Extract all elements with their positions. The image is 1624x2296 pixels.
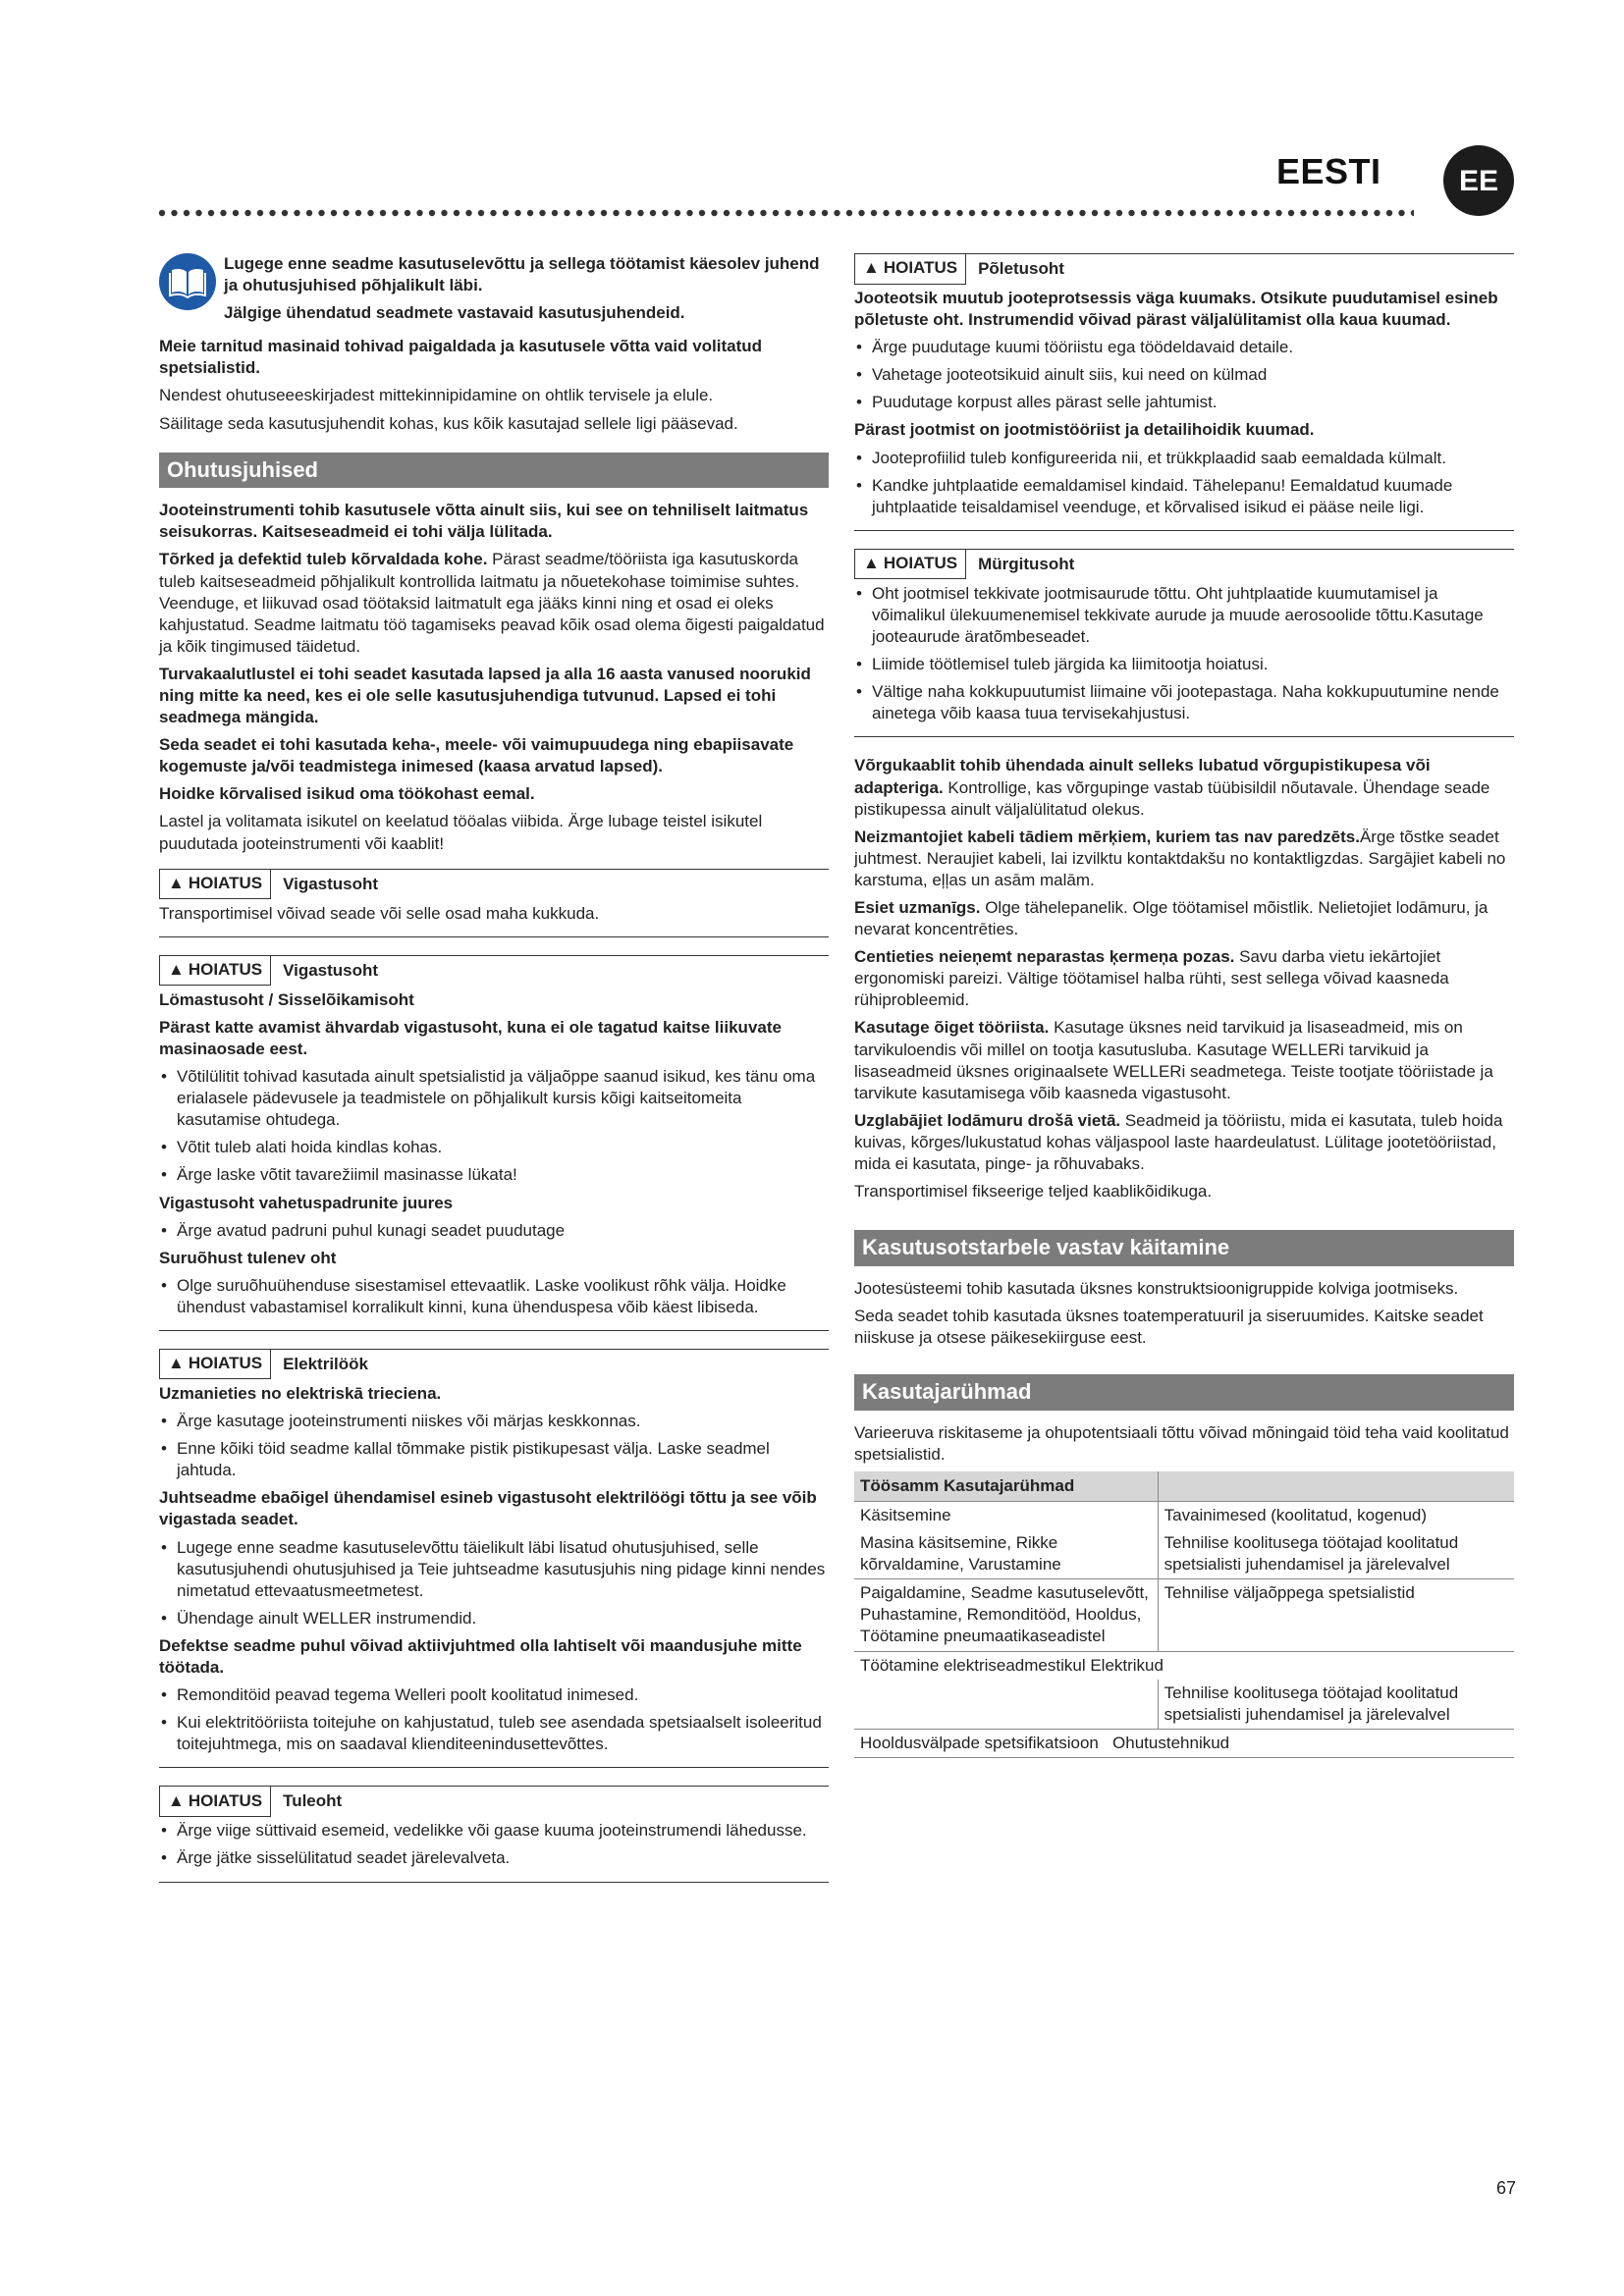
cable-use-paragraph [854, 827, 1514, 891]
list-item: • Ärge jätke sisselülitatud seadet järelevalveta. [159, 1847, 829, 1869]
warning-bold-text: Jooteotsik muutub jooteprotsessis väga kuumaks. Otsikute puudutamisel esineb põletuste oht. Instrumendid võivad pärast väljalülitamist olla kaua kuumad. [854, 289, 1498, 330]
table-cell: Masina käsitsemine, Rikke kõrvaldamine, Varustamine [854, 1529, 1158, 1579]
safety-p5: Hoidke kõrvalised isikud oma töökohast eemal. [159, 784, 535, 804]
left-column [159, 253, 829, 1900]
warning-tag [854, 549, 966, 579]
warning-triangle-icon: ▲ [168, 960, 185, 980]
table-row [854, 1729, 1514, 1757]
warning-injury-1 [159, 869, 829, 937]
list-item: • Võtit tuleb alati hoida kindlas kohas. [159, 1137, 829, 1158]
mains-cable-paragraph [854, 755, 1514, 820]
warning-list [159, 1820, 829, 1869]
warning-list [159, 1066, 829, 1186]
warning-triangle-icon: ▲ [863, 554, 880, 573]
list-item: • Vahetage jooteotsikuid ainult siis, kui need on külmad [854, 364, 1514, 386]
posture-paragraph [854, 946, 1514, 1011]
table-row [854, 1501, 1514, 1529]
usage-section-title: Kasutusotstarbele vastav käitamine [854, 1230, 1514, 1266]
warning-tag-label: HOIATUS [883, 258, 958, 278]
table-cell: Tavainimesed (koolitatud, kogenud) [1158, 1501, 1514, 1529]
warning-title: Elektrilöök [283, 1354, 368, 1373]
intro-line-3: Meie tarnitud masinaid tohivad paigaldada ja kasutusele võtta vaid volitatud spetsialistid. [159, 337, 763, 378]
warning-title: Vigastusoht [283, 874, 379, 893]
warning-tag-label: HOIATUS [188, 1790, 263, 1810]
warning-title: Vigastusoht [283, 960, 379, 980]
list-item: • Ärge viige süttivaid esemeid, vedelikke või gaase kuuma jooteinstrumendi lähedusse. [159, 1820, 829, 1842]
table-cell: Tehnilise koolitusega töötajad koolitatud spetsialisti juhendamisel ja järelevalvel [1164, 1682, 1459, 1724]
table-header-empty [1158, 1471, 1514, 1502]
warning-subheading: Suruõhust tulenev oht [159, 1248, 337, 1267]
safety-p4: Seda seadet ei tohi kasutada keha-, meele- või vaimupuudega ning ebapiisavate kogemuste ja/või teadmistega inimesed (kaasa arvatud lapsed). [159, 735, 794, 776]
dotted-divider [157, 206, 1414, 220]
page-header-title: EESTI [1276, 151, 1381, 191]
attention-paragraph [854, 897, 1514, 940]
warning-burn [854, 253, 1514, 531]
usage-p1: Jootesüsteemi tohib kasutada üksnes konstruktsioonigruppide kolviga jootmiseks. [854, 1278, 1459, 1298]
warning-triangle-icon: ▲ [168, 874, 185, 893]
list-item: • Vältige naha kokkupuutumist liimaine või jootepastaga. Naha kokkupuutumine nende ainetega võib kaasa tuua tervisekahjustusi. [854, 681, 1514, 724]
warning-subheading: Lömastusoht / Sisselõikamisoht [159, 989, 414, 1009]
user-groups-intro: Varieeruva riskitaseme ja ohupotentsiaali tõttu võivad mõningaid töid teha vaid koolitatud spetsialistid. [854, 1422, 1509, 1464]
list-item: • Kui elektritööriista toitejuhe on kahjustatud, tuleb see asendada spetsiaalselt isoleeritud toitejuhtmega, mis on saadaval klienditeenindusettevõttes. [159, 1712, 829, 1755]
warning-tag [159, 1787, 271, 1817]
warning-tag [159, 955, 271, 986]
warning-subheading: Uzmanieties no elektriskā trieciena. [159, 1383, 442, 1403]
list-item: • Ärge avatud padruni puhul kunagi seadet puudutage [159, 1220, 829, 1242]
safety-p3: Turvakaalutlustel ei tohi seadet kasutada lapsed ja alla 16 aasta vanused noorukid ning mitte ka need, kes ei ole selle kasutusjuhendiga tutvunud. Lapsed ei tohi seadmega mängida. [159, 664, 811, 727]
warning-bold-text: Pärast jootmist on jootmistööriist ja detailihoidik kuumad. [854, 420, 1315, 440]
warning-list [159, 1537, 829, 1629]
warning-tag [159, 869, 271, 899]
table-cell: Tehnilise väljaõppega spetsialistid [1158, 1579, 1514, 1651]
warning-subheading: Vigastusoht vahetuspadrunite juures [159, 1193, 454, 1212]
warning-list [159, 1684, 829, 1755]
list-item: • Remonditöid peavad tegema Welleri poolt koolitatud inimesed. [159, 1684, 829, 1706]
warning-tag-label: HOIATUS [883, 554, 958, 573]
right-tool-paragraph [854, 1017, 1514, 1103]
warning-list [159, 1411, 829, 1481]
warning-list [159, 1220, 829, 1242]
warning-list [854, 448, 1514, 518]
warning-tag-label: HOIATUS [188, 960, 263, 980]
warning-poisoning [854, 549, 1514, 738]
paragraph-rest: Savu darba vietu iekārtojiet ergonomiski pareizi. Vältige töötamisel halba rühti, sest sellega võivad kaasneda rühiprobleemid. [854, 947, 1449, 1010]
warning-tag [159, 1349, 271, 1379]
list-item: • Ärge kasutage jooteinstrumenti niiskes või märjas keskkonnas. [159, 1411, 829, 1432]
table-cell: Tehnilise koolitusega töötajad koolitatud spetsialisti juhendamisel ja järelevalvel [1164, 1533, 1459, 1575]
list-item: • Puudutage korpust alles pärast selle jahtumist. [854, 392, 1514, 413]
paragraph-bold: Uzglabājiet lodāmuru drošā vietā. [854, 1110, 1121, 1130]
table-row [854, 1651, 1514, 1680]
warning-tag [854, 254, 966, 285]
warning-list [854, 583, 1514, 725]
warning-list [159, 1275, 829, 1318]
table-row [854, 1680, 1514, 1730]
list-item: • Liimide töötlemisel tuleb järgida ka liimitootja hoiatusi. [854, 654, 1514, 675]
intro-line-2: Jälgige ühendatud seadmete vastavaid kasutusjuhendeid. [224, 303, 685, 323]
user-groups-section-title: Kasutajarühmad [854, 1374, 1514, 1411]
language-badge: EE [1443, 145, 1514, 216]
table-cell: Käsitsemine [854, 1501, 1158, 1529]
warning-electric-shock [159, 1349, 829, 1768]
paragraph-rest: Kontrollige, kas võrgupinge vastab tüübisildil nõutavale. Ühendage seade pistikupessa ainult väljalülitatud olekus. [854, 777, 1490, 819]
intro-block [159, 253, 829, 330]
warning-bold-text: Defektse seadme puhul võivad aktiivjuhtmed olla lahtiselt või maandusjuhe mitte töötada. [159, 1635, 802, 1677]
warning-injury-2 [159, 955, 829, 1331]
list-item: • Enne kõiki töid seadme kallal tõmmake pistik pistikupesast välja. Laske seadmel jahtuda. [159, 1438, 829, 1481]
safety-p1: Jooteinstrumenti tohib kasutusele võtta ainult siis, kui see on tehniliselt laitmatus seisukorras. Kaitseseadmeid ei tohi välja lülitada. [159, 501, 809, 542]
paragraph-rest: Kasutage üksnes neid tarvikuid ja lisaseadmeid, mis on tarvikuloendis või millel on tootja kasutusluba. Kasutage WELLERi tarvikuid ja lisaseadmeid üksnes originaalsete WELLERi seadmetega. Teiste tootjate tööriistade ja tarvikute kasutamisega võib kaasneda vigastusoht. [854, 1018, 1493, 1102]
warning-bold-text: Juhtseadme ebaõigel ühendamisel esineb vigastusoht elektrilöögi tõttu ja see võib vigastada seadet. [159, 1488, 817, 1529]
paragraph-rest: Olge tähelepanelik. Olge töötamisel mõistlik. Nelietojiet lodāmuru, ja nevarat koncentrēties. [854, 897, 1489, 939]
table-row [854, 1529, 1514, 1579]
table-cell: Paigaldamine, Seadme kasutuselevõtt, Puhastamine, Remonditööd, Hooldus, Töötamine pneumaatikaseadistel [854, 1579, 1158, 1651]
paragraph-rest: Seadmeid ja tööriistu, mida ei kasutata, tuleb hoida kuivas, kõrges/lukustatud kohas väljaspool laste haardeulatust. Lülitage jootetööriistad, mida ei kasutata, pinge- ja rõhuvabaks. [854, 1110, 1503, 1173]
table-cell-empty [854, 1680, 1158, 1730]
intro-line-5: Säilitage seda kasutusjuhendit kohas, kus kõik kasutajad sellele ligi pääsevad. [159, 413, 738, 433]
storage-paragraph [854, 1110, 1514, 1175]
transport-paragraph: Transportimisel fikseerige teljed kaablikõidikuga. [854, 1182, 1213, 1201]
safety-p2-bold: Tõrked ja defektid tuleb kõrvaldada kohe. [159, 550, 488, 569]
warning-title: Mürgitusoht [978, 554, 1075, 573]
safety-p6: Lastel ja volitamata isikutel on keelatud tööalas viibida. Ärge lubage teistel isikutel puudutada jooteinstrumenti või kaablit! [159, 812, 763, 853]
safety-p2-rest: Pärast seadme/tööriista iga kasutuskorda tuleb kaitseseadmeid põhjalikult kontrollida laitmatu ja nõuetekohase toimimise suhtes. Veenduge, et liikuvad osad töötaksid laitmatult ega jääks kinni ning et osad ei oleks kahjustatud. Seadme laitmatu töö tagamiseks peavad kõik osad olema õigesti paigaldatud ja kõik tingimused täidetud. [159, 550, 825, 656]
table-header: Töösamm Kasutajarühmad [854, 1471, 1158, 1502]
warning-list [854, 337, 1514, 413]
safety-section-title: Ohutusjuhised [159, 453, 829, 489]
list-item: • Jooteprofiilid tuleb konfigureerida nii, et trükkplaadid saab eemaldada külmalt. [854, 448, 1514, 469]
warning-tag-label: HOIATUS [188, 1354, 263, 1373]
warning-triangle-icon: ▲ [863, 258, 880, 278]
table-cell: Hooldusvälpade spetsifikatsioon Ohutustehnikud [854, 1729, 1514, 1757]
warning-triangle-icon: ▲ [168, 1790, 185, 1810]
right-column [854, 253, 1514, 1758]
list-item: • Kandke juhtplaatide eemaldamisel kindaid. Tähelepanu! Eemaldatud kuumade juhtplaatide teisaldamisel veenduge, et kõrvalised isikud ei pääse neile ligi. [854, 475, 1514, 518]
list-item: • Olge suruõhuühenduse sisestamisel ettevaatlik. Laske voolikust rõhk välja. Hoidke ühendust vabastamisel korralikult kinni, kuna ühenduspesa võib käest libiseda. [159, 1275, 829, 1318]
list-item: • Lugege enne seadme kasutuselevõttu täielikult läbi lisatud ohutusjuhised, selle kasutusjuhendi ohutusjuhised ja Teie juhtseadme kasutusjuhis ning pidage kinni nendes nimetatud ettevaatusmeetmetest. [159, 1537, 829, 1602]
list-item: • Ühendage ainult WELLER instrumendid. [159, 1608, 829, 1629]
list-item: • Ärge puudutage kuumi tööriistu ega töödeldavaid detaile. [854, 337, 1514, 358]
user-groups-table [854, 1471, 1514, 1758]
warning-bold-text: Pärast katte avamist ähvardab vigastusoht, kuna ei ole tagatud kaitse liikuvate masinaosade eest. [159, 1017, 782, 1058]
paragraph-bold: Neizmantojiet kabeli tādiem mērķiem, kuriem tas nav paredzēts. [854, 827, 1360, 846]
list-item: • Oht jootmisel tekkivate jootmisaurude tõttu. Oht juhtplaatide kuumutamisel ja võimalikul ülekuumenemisel tekkivate aurude ja muude aerosoolide tõttu.Kasutage jooteaurude äratõmbeseadet. [854, 583, 1514, 648]
warning-triangle-icon: ▲ [168, 1354, 185, 1373]
safety-p2 [159, 549, 829, 657]
paragraph-bold: Võrgukaablit tohib ühendada ainult selleks lubatud võrgupistikupesa või adapteriga. [854, 756, 1431, 797]
list-item: • Ärge laske võtit tavarežiimil masinasse lükata! [159, 1164, 829, 1186]
paragraph-bold: Centieties neieņemt neparastas ķermeņa pozas. [854, 947, 1235, 967]
intro-line-1: Lugege enne seadme kasutuselevõttu ja sellega töötamist käesolev juhend ja ohutusjuhised põhjalikult läbi. [224, 254, 820, 295]
manual-book-icon [159, 253, 216, 310]
warning-fire [159, 1786, 829, 1882]
table-row [854, 1579, 1514, 1651]
usage-p2: Seda seadet tohib kasutada üksnes toatemperatuuril ja siseruumides. Kaitske seadet niiskuse ja otsese päikesekiirguse eest. [854, 1306, 1484, 1347]
warning-title: Tuleoht [283, 1791, 343, 1811]
paragraph-bold: Kasutage õiget tööriista. [854, 1018, 1050, 1038]
paragraph-bold: Esiet uzmanīgs. [854, 897, 981, 917]
paragraph-rest: Ärge tõstke seadet juhtmest. Neraujiet kabeli, lai izvilktu kontaktdakšu no kontaktligzdas. Sargājiet kabeli no karstuma, eļļas un asām malām. [854, 827, 1506, 889]
warning-tag-label: HOIATUS [188, 874, 263, 893]
page-number: 67 [1496, 2178, 1517, 2198]
warning-title: Põletusoht [978, 258, 1064, 278]
intro-line-4: Nendest ohutuseeeskirjadest mittekinnipidamine on ohtlik tervisele ja elule. [159, 386, 714, 405]
table-cell: Töötamine elektriseadmestikul Elektrikud [854, 1651, 1514, 1680]
warning-text: Transportimisel võivad seade või selle osad maha kukkuda. [159, 903, 600, 923]
list-item: • Võtilülitit tohivad kasutada ainult spetsialistid ja väljaõppe saanud isikud, kes tänu oma erialasele pädevusele ja teadmistele on põhjalikult kursis kõigi kaitseitomeita kasutamise ohtudega. [159, 1066, 829, 1131]
